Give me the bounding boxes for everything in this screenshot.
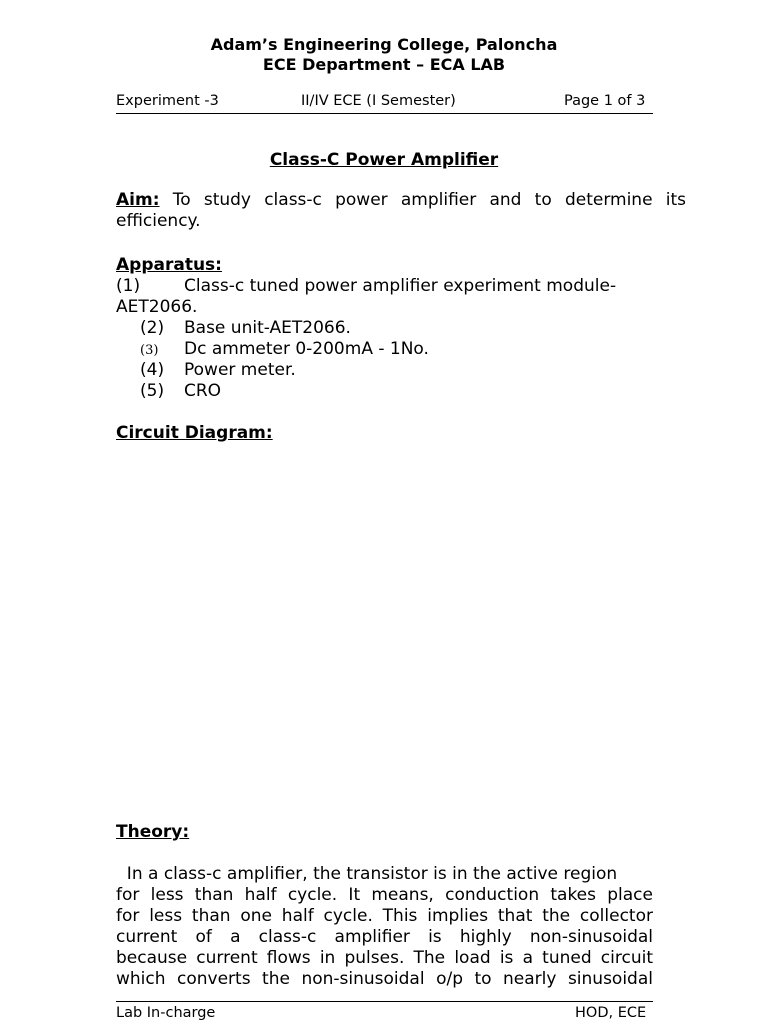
footer-divider [116,1001,653,1002]
apparatus-item-number: (5) [140,381,165,401]
semester-label: II/IV ECE (I Semester) [301,93,456,109]
circuit-diagram-area [116,452,653,812]
theory-paragraph [116,864,653,990]
footer-hod: HOD, ECE [575,1005,647,1021]
experiment-number: Experiment -3 [116,93,219,109]
theory-line: In a class-c amplifier, the transistor is in the active region [116,864,618,884]
document-title: Class-C Power Amplifier [269,150,499,170]
apparatus-item-text: Dc ammeter 0-200mA - 1No. [184,339,429,359]
apparatus-item-text: CRO [184,381,222,401]
apparatus-item-number: (2) [140,318,165,338]
department-name: ECE Department – ECA LAB [262,55,506,74]
apparatus-item-number: (3) [140,343,159,358]
aim-label: Aim: [116,190,160,210]
theory-heading: Theory: [116,822,190,842]
apparatus-heading: Apparatus: [116,255,222,275]
page-number: Page 1 of 3 [564,93,646,109]
apparatus-item-continuation: AET2066. [116,297,198,317]
circuit-diagram-heading: Circuit Diagram: [116,423,273,443]
apparatus-item-number: (1) [116,276,141,296]
theory-line: because current flows in pulses. The load is a tuned circuit [116,948,653,968]
header-divider [116,113,653,114]
aim-text: To study class-c power amplifier and to determine its efficiency. [116,190,686,231]
theory-line: for less than half cycle. It means, conduction takes place [116,885,653,905]
theory-line: which converts the non-sinusoidal o/p to nearly sinusoidal [116,969,653,989]
apparatus-item-text: Base unit-AET2066. [184,318,351,338]
aim-section [116,190,686,232]
apparatus-item-text: Class-c tuned power amplifier experiment module- [184,276,617,296]
footer-lab-incharge: Lab In-charge [116,1005,216,1021]
college-name: Adam’s Engineering College, Paloncha [210,35,558,54]
theory-line: for less than one half cycle. This implies that the collector [116,906,653,926]
theory-line: current of a class-c amplifier is highly non-sinusoidal [116,927,653,947]
apparatus-item-number: (4) [140,360,165,380]
apparatus-item-text: Power meter. [184,360,296,380]
